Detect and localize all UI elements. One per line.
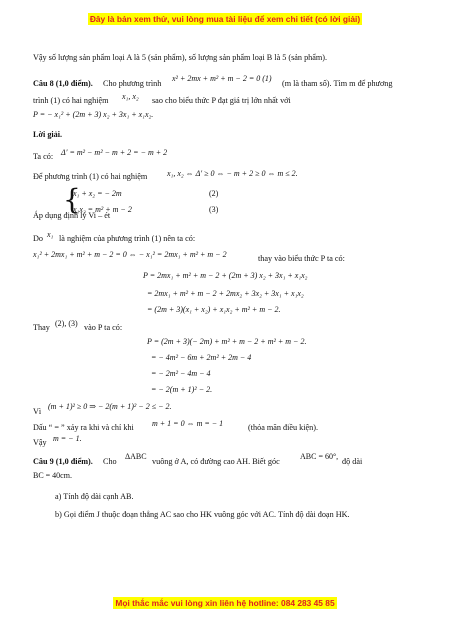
equality-condition: Dấu “ = ” xảy ra khi và chỉ khi bbox=[33, 423, 134, 432]
p-step-1: P = 2mx₁ + m² + m − 2 + (2m + 3) x₂ + 3x₁ + x₁x₂ bbox=[143, 271, 308, 280]
question-9-label: Câu 9 (1,0 điểm). bbox=[33, 457, 93, 466]
inequality-lead: Vì bbox=[33, 407, 42, 416]
question-8-line2c: sao cho biểu thức P đạt giá trị lớn nhất với bbox=[152, 96, 291, 105]
result-step-4: = − 2(m + 1)² − 2. bbox=[151, 385, 213, 394]
top-banner: Đây là bản xem thử, vui lòng mua tài liệu để xem chi tiết (có lời giải) bbox=[89, 14, 361, 24]
equality-note: (thỏa mãn điều kiện). bbox=[248, 423, 319, 432]
equality-equation: m + 1 = 0 ⇔ m = − 1 bbox=[152, 419, 224, 428]
substitute-tail: vào P ta có: bbox=[84, 323, 123, 332]
conclusion-line: Vậy số lượng sản phẩm loại A là 5 (sản phẩm), số lượng sản phẩm loại B là 5 (sản phẩm). bbox=[33, 53, 328, 62]
final-answer: m = − 1. bbox=[53, 434, 82, 443]
delta-equation: Δ′ = m² − m² − m + 2 = − m + 2 bbox=[61, 148, 168, 157]
vieta-product-tag: (3) bbox=[209, 205, 219, 214]
question-8-roots: x₁, x₂ bbox=[122, 92, 139, 101]
question-8-equation: x² + 2mx + m² + m − 2 = 0 (1) bbox=[172, 74, 272, 83]
question-9-part-b: b) Gọi điểm J thuộc đoạn thẳng AC sao cho HK vuông góc với AC. Tính độ dài đoạn HK. bbox=[55, 510, 350, 519]
vieta-product: x₁x₂ = m² + m − 2 bbox=[73, 205, 132, 214]
result-step-2: = − 4m² − 6m + 2m² + 2m − 4 bbox=[151, 353, 252, 362]
substitute-refs: (2), (3) bbox=[55, 319, 78, 328]
result-step-1: P = (2m + 3)(− 2m) + m² + m − 2 + m² + m − 2. bbox=[147, 337, 307, 346]
substitution-tail: thay vào biểu thức P ta có: bbox=[258, 254, 345, 263]
inequality-equation: (m + 1)² ≥ 0 ⇒ − 2(m + 1)² − 2 ≤ − 2. bbox=[48, 402, 172, 411]
question-8-label: Câu 8 (1,0 điểm). bbox=[33, 79, 93, 88]
final-lead: Vậy bbox=[33, 438, 47, 447]
question-9-triangle: ΔABC bbox=[125, 452, 147, 461]
vieta-sum-tag: (2) bbox=[209, 189, 219, 198]
vieta-brace: { bbox=[63, 183, 81, 216]
condition-lead: Để phương trình (1) có hai nghiệm bbox=[33, 172, 148, 181]
question-8-line2a: trình (1) có hai nghiệm bbox=[33, 96, 109, 105]
question-9-part-a: a) Tính độ dài cạnh AB. bbox=[55, 492, 134, 501]
p-step-2: = 2mx₁ + m² + m − 2 + 2mx₂ + 3x₂ + 3x₁ + x₁x₂ bbox=[147, 289, 304, 298]
substitute-lead: Thay bbox=[33, 323, 50, 332]
question-9-angle: ABC = 60°, bbox=[300, 452, 339, 461]
question-8-expression: P = − x₁² + (2m + 3) x₂ + 3x₁ + x₁x₂. bbox=[33, 110, 154, 119]
p-step-3: = (2m + 3)(x₁ + x₂) + x₁x₂ + m² + m − 2. bbox=[147, 305, 281, 314]
vieta-sum: x₁ + x₂ = − 2m bbox=[73, 189, 122, 198]
question-8-text: Cho phương trình bbox=[103, 79, 162, 88]
solution-label: Lời giải. bbox=[33, 130, 63, 139]
question-9-length: BC = 40cm. bbox=[33, 471, 72, 480]
root-text: là nghiệm của phương trình (1) nên ta có: bbox=[59, 234, 196, 243]
question-9-text-a: Cho bbox=[103, 457, 117, 466]
vieta-lead: Áp dụng định lý Vi – ét bbox=[33, 211, 111, 220]
result-step-3: = − 2m² − 4m − 4 bbox=[151, 369, 211, 378]
question-9-text-b: vuông ở A, có đường cao AH. Biết góc bbox=[152, 457, 280, 466]
bottom-banner: Mọi thắc mắc vui lòng xin liên hệ hotline: 084 283 45 85 bbox=[115, 598, 335, 608]
question-8-param: (m là tham số). Tìm m để phương bbox=[282, 79, 393, 88]
question-9-text-c: độ dài bbox=[342, 457, 363, 466]
substitution-equation: x₁² + 2mx₁ + m² + m − 2 = 0 ⇔ − x₁² = 2mx₁ + m² + m − 2 bbox=[33, 250, 227, 259]
condition-equation: x₁, x₂ ⇔ Δ′ ≥ 0 ⇔ − m + 2 ≥ 0 ⇔ m ≤ 2. bbox=[167, 169, 298, 178]
root-lead: Do bbox=[33, 234, 44, 243]
root-variable: x₁ bbox=[47, 230, 54, 239]
delta-lead: Ta có: bbox=[33, 152, 54, 161]
